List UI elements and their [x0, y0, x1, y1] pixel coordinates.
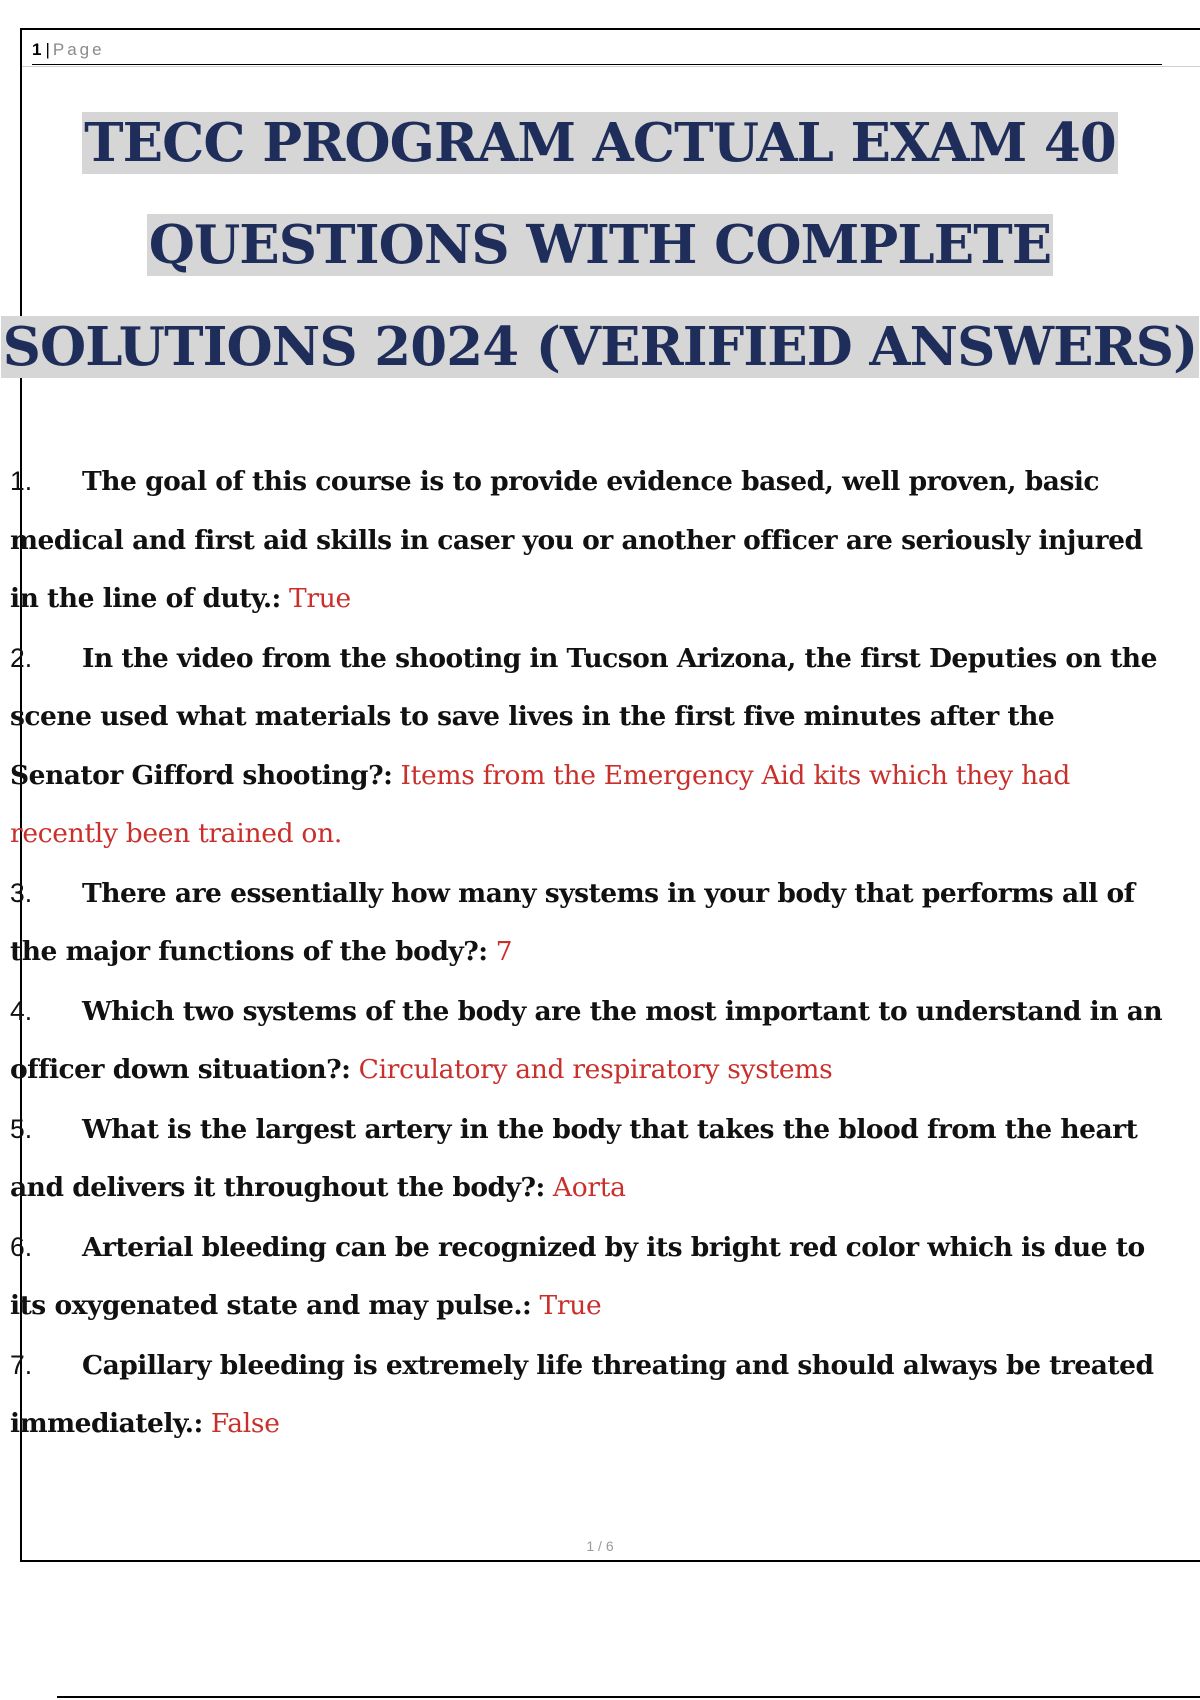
answer-text: 7	[487, 936, 513, 967]
question-text: medical and first aid skills in caser you or another officer are seriously injured	[10, 524, 1143, 556]
answer-text: recently been trained on.	[10, 818, 342, 849]
question-list	[10, 452, 1200, 1454]
answer-text: True	[531, 1290, 602, 1321]
question-text: immediately.:	[10, 1408, 203, 1439]
title-line-1: TECC PROGRAM ACTUAL EXAM 40	[84, 112, 1116, 174]
question-text: Arterial bleeding can be recognized by its bright red color which is due to	[82, 1231, 1145, 1263]
question-text: There are essentially how many systems in your body that performs all of	[82, 877, 1135, 909]
question-line	[10, 688, 1200, 747]
question-text: the major functions of the body?:	[10, 936, 488, 967]
question-text: in the line of duty.:	[10, 583, 281, 614]
question-number: 3.	[10, 877, 33, 908]
title-line-2: QUESTIONS WITH COMPLETE	[148, 214, 1052, 276]
question-line	[10, 1336, 1200, 1396]
header-page-number: 1	[32, 40, 42, 59]
document-title	[0, 92, 1200, 398]
question-item	[10, 864, 1200, 982]
question-line	[10, 1100, 1200, 1160]
question-text: Senator Gifford shooting?:	[10, 759, 393, 791]
question-number: 5.	[10, 1113, 33, 1144]
question-line	[10, 1041, 1200, 1100]
title-line-3: SOLUTIONS 2024 (VERIFIED ANSWERS)	[2, 316, 1198, 378]
answer-text: Items from the Emergency Aid kits which they had	[392, 759, 1071, 791]
page-header	[32, 38, 1162, 65]
question-text: The goal of this course is to provide evidence based, well proven, basic	[82, 466, 1100, 497]
question-line	[10, 512, 1200, 571]
question-text: and delivers it throughout the body?:	[10, 1172, 545, 1203]
question-item	[10, 982, 1200, 1100]
question-line	[10, 629, 1200, 689]
question-line	[10, 1395, 1200, 1454]
next-page-header-rule	[57, 1696, 1200, 1698]
question-number: 6.	[10, 1231, 33, 1262]
question-item	[10, 629, 1200, 864]
question-text: officer down situation?:	[10, 1054, 351, 1085]
answer-text: False	[202, 1408, 280, 1439]
answer-text: Aorta	[544, 1172, 626, 1203]
question-text: Capillary bleeding is extremely life threating and should always be treated	[82, 1349, 1154, 1381]
header-divider	[22, 66, 1200, 67]
question-line	[10, 452, 1200, 512]
question-line	[10, 864, 1200, 924]
header-page-label: Page	[52, 40, 105, 59]
question-line	[10, 923, 1200, 982]
question-item	[10, 1100, 1200, 1218]
answer-text: Circulatory and respiratory systems	[350, 1054, 833, 1085]
question-line	[10, 747, 1200, 806]
question-line	[10, 982, 1200, 1042]
answer-line	[10, 805, 1200, 864]
question-number: 1.	[10, 466, 33, 496]
question-item	[10, 1218, 1200, 1336]
question-text: What is the largest artery in the body that takes the blood from the heart	[82, 1113, 1138, 1145]
page-indicator: 1 / 6	[586, 1538, 614, 1554]
question-line	[10, 1159, 1200, 1218]
question-number: 7.	[10, 1349, 33, 1380]
question-line	[10, 1277, 1200, 1336]
question-text: scene used what materials to save lives in the first five minutes after the	[10, 701, 1055, 732]
question-text: Which two systems of the body are the most important to understand in an	[82, 995, 1163, 1027]
header-separator: |	[45, 40, 50, 59]
question-item	[10, 1336, 1200, 1454]
question-item	[10, 452, 1200, 629]
question-line	[10, 1218, 1200, 1278]
question-text: its oxygenated state and may pulse.:	[10, 1290, 532, 1321]
answer-text: True	[280, 583, 351, 614]
question-number: 2.	[10, 642, 33, 673]
question-line	[10, 570, 1200, 629]
question-number: 4.	[10, 995, 33, 1026]
question-text: In the video from the shooting in Tucson Arizona, the first Deputies on the	[82, 642, 1157, 674]
